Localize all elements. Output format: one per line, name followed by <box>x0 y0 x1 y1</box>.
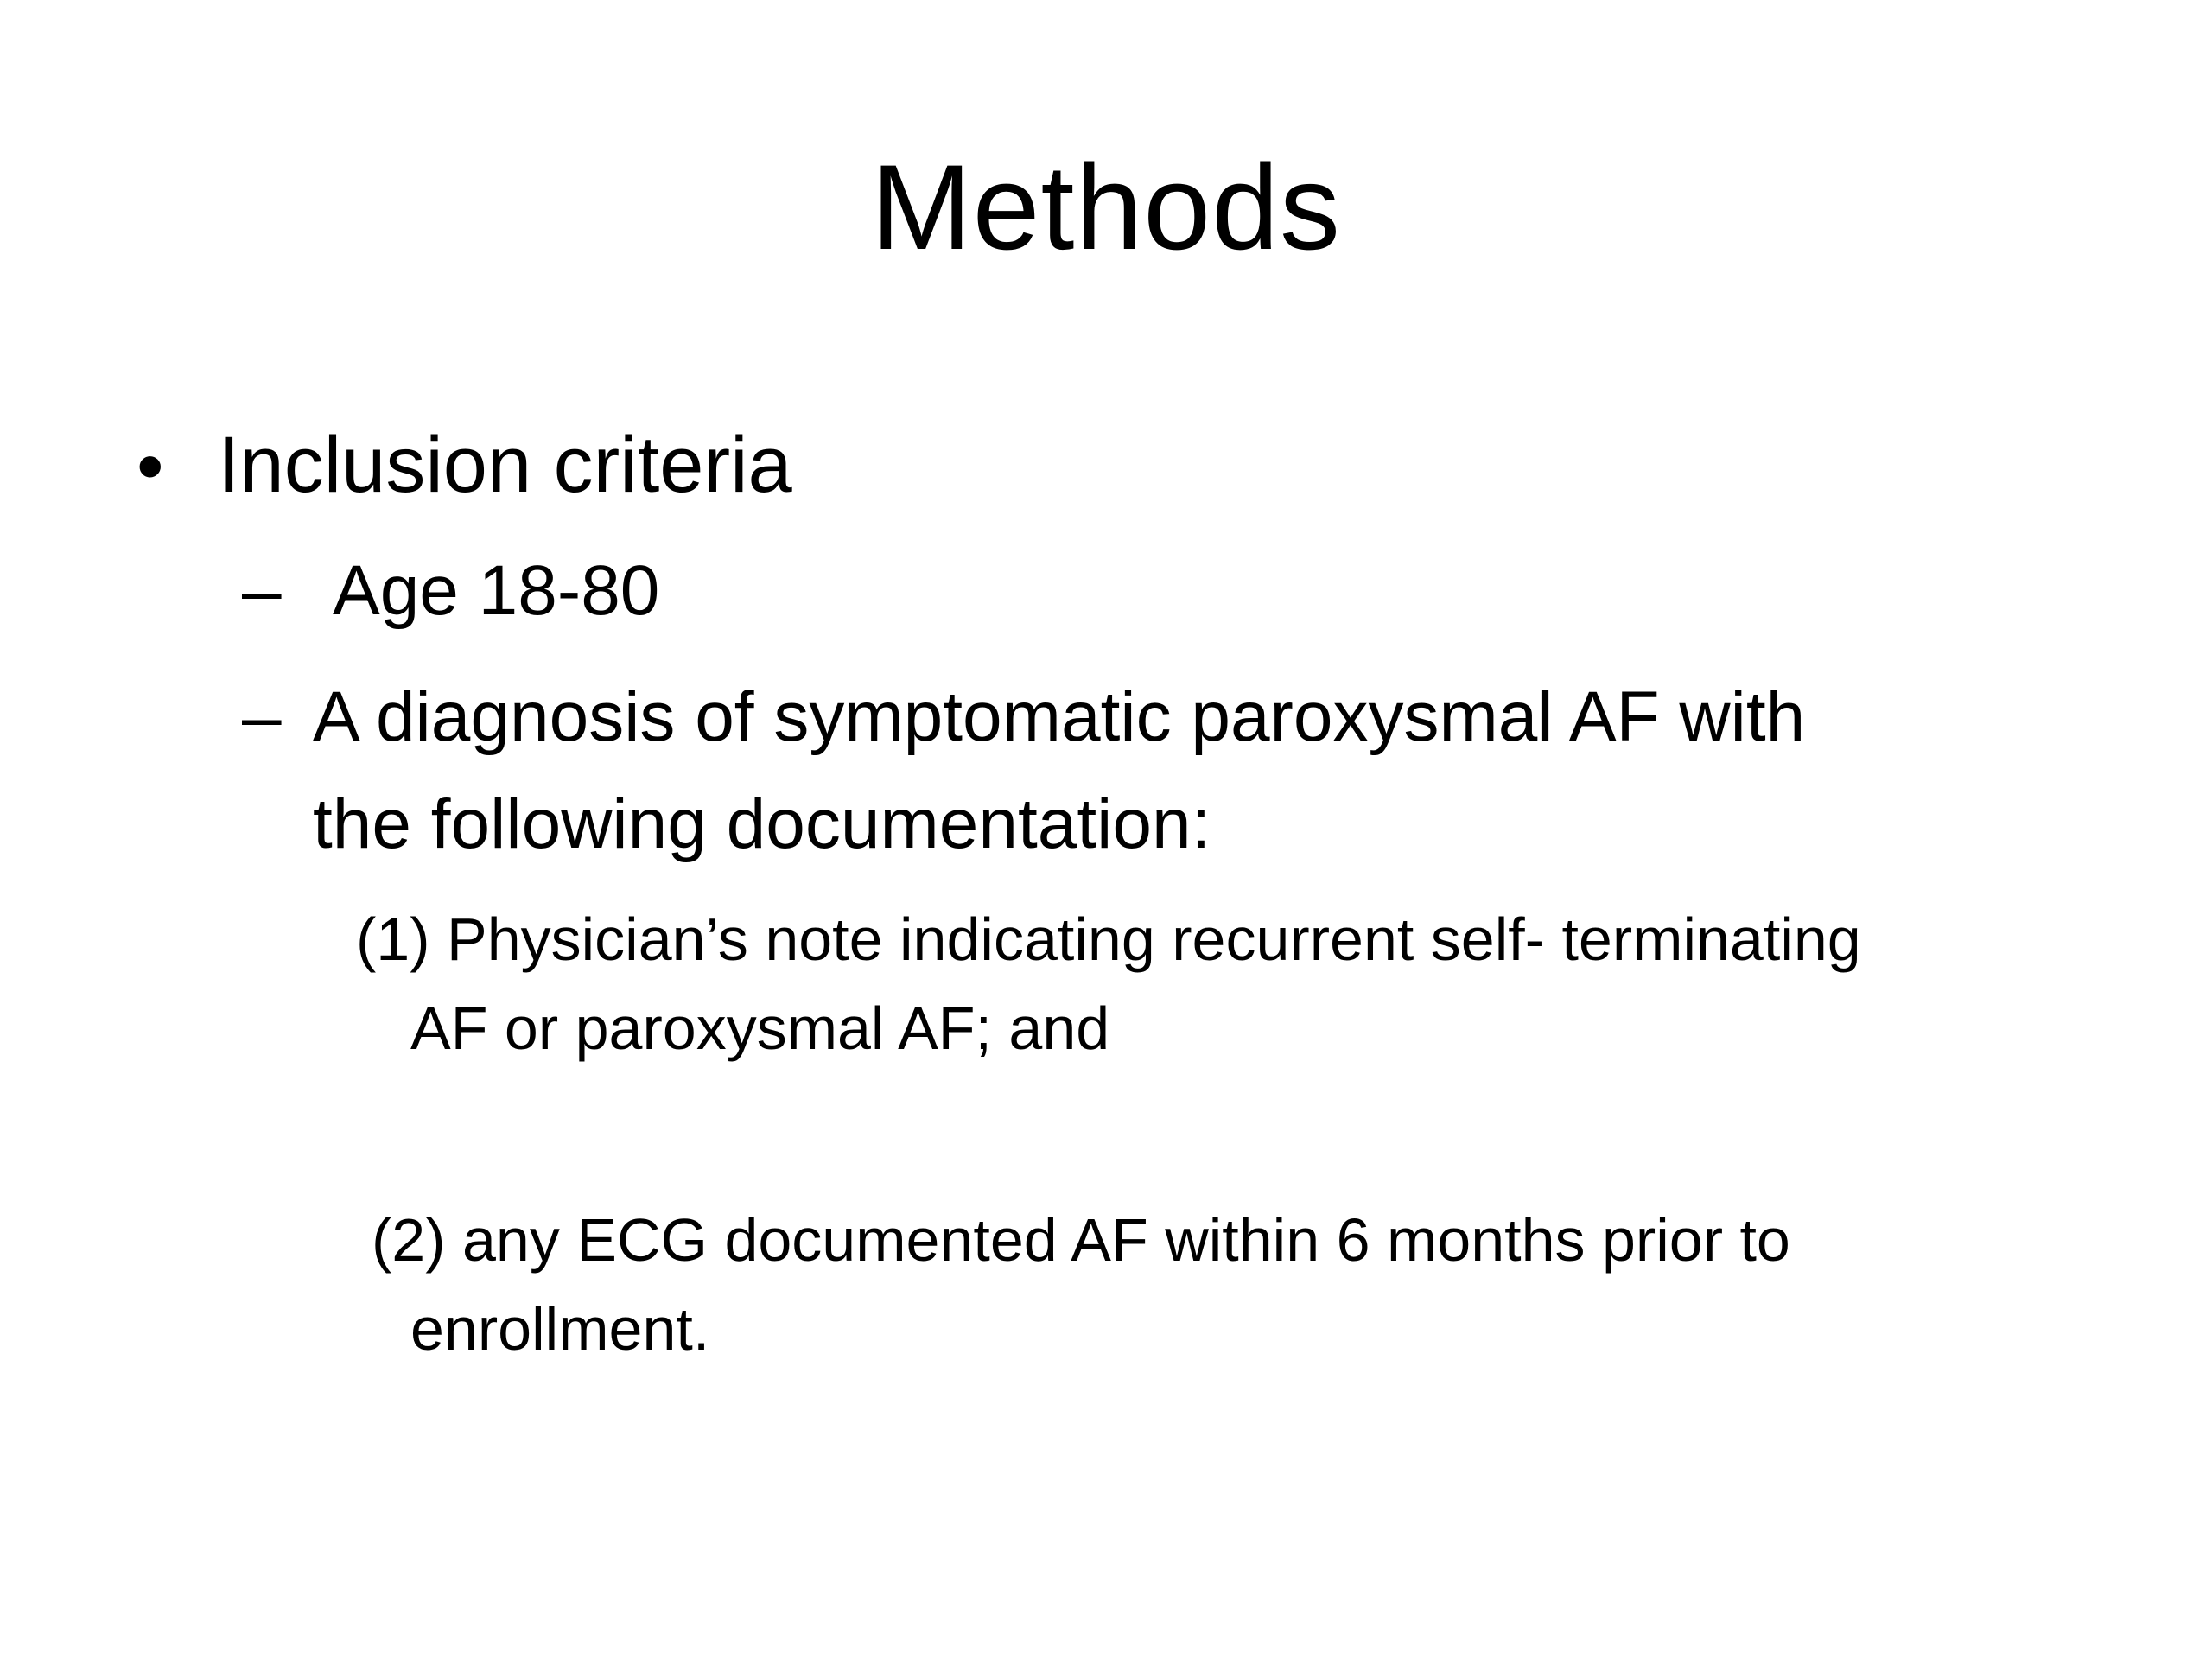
dash-marker-age: – <box>242 551 282 630</box>
subitem-diagnosis-line1: A diagnosis of symptomatic paroxysmal AF with <box>313 677 1806 756</box>
bullet-marker: • <box>137 423 164 510</box>
slide-title: Methods <box>871 139 1341 275</box>
bullet-inclusion-criteria: Inclusion criteria <box>218 421 792 509</box>
subitem-diagnosis-line2: the following documentation: <box>313 785 1211 863</box>
dash-marker-diagnosis: – <box>242 677 282 756</box>
criterion-2-line1: (2) any ECG documented AF within 6 months prior to <box>372 1206 1790 1274</box>
criterion-1-line2: AF or paroxysmal AF; and <box>410 995 1110 1062</box>
subitem-age: Age 18-80 <box>333 551 660 630</box>
criterion-2-line2: enrollment. <box>410 1295 710 1363</box>
criterion-1-line1: (1) Physician’s note indicating recurrent self- terminating <box>356 906 1861 973</box>
